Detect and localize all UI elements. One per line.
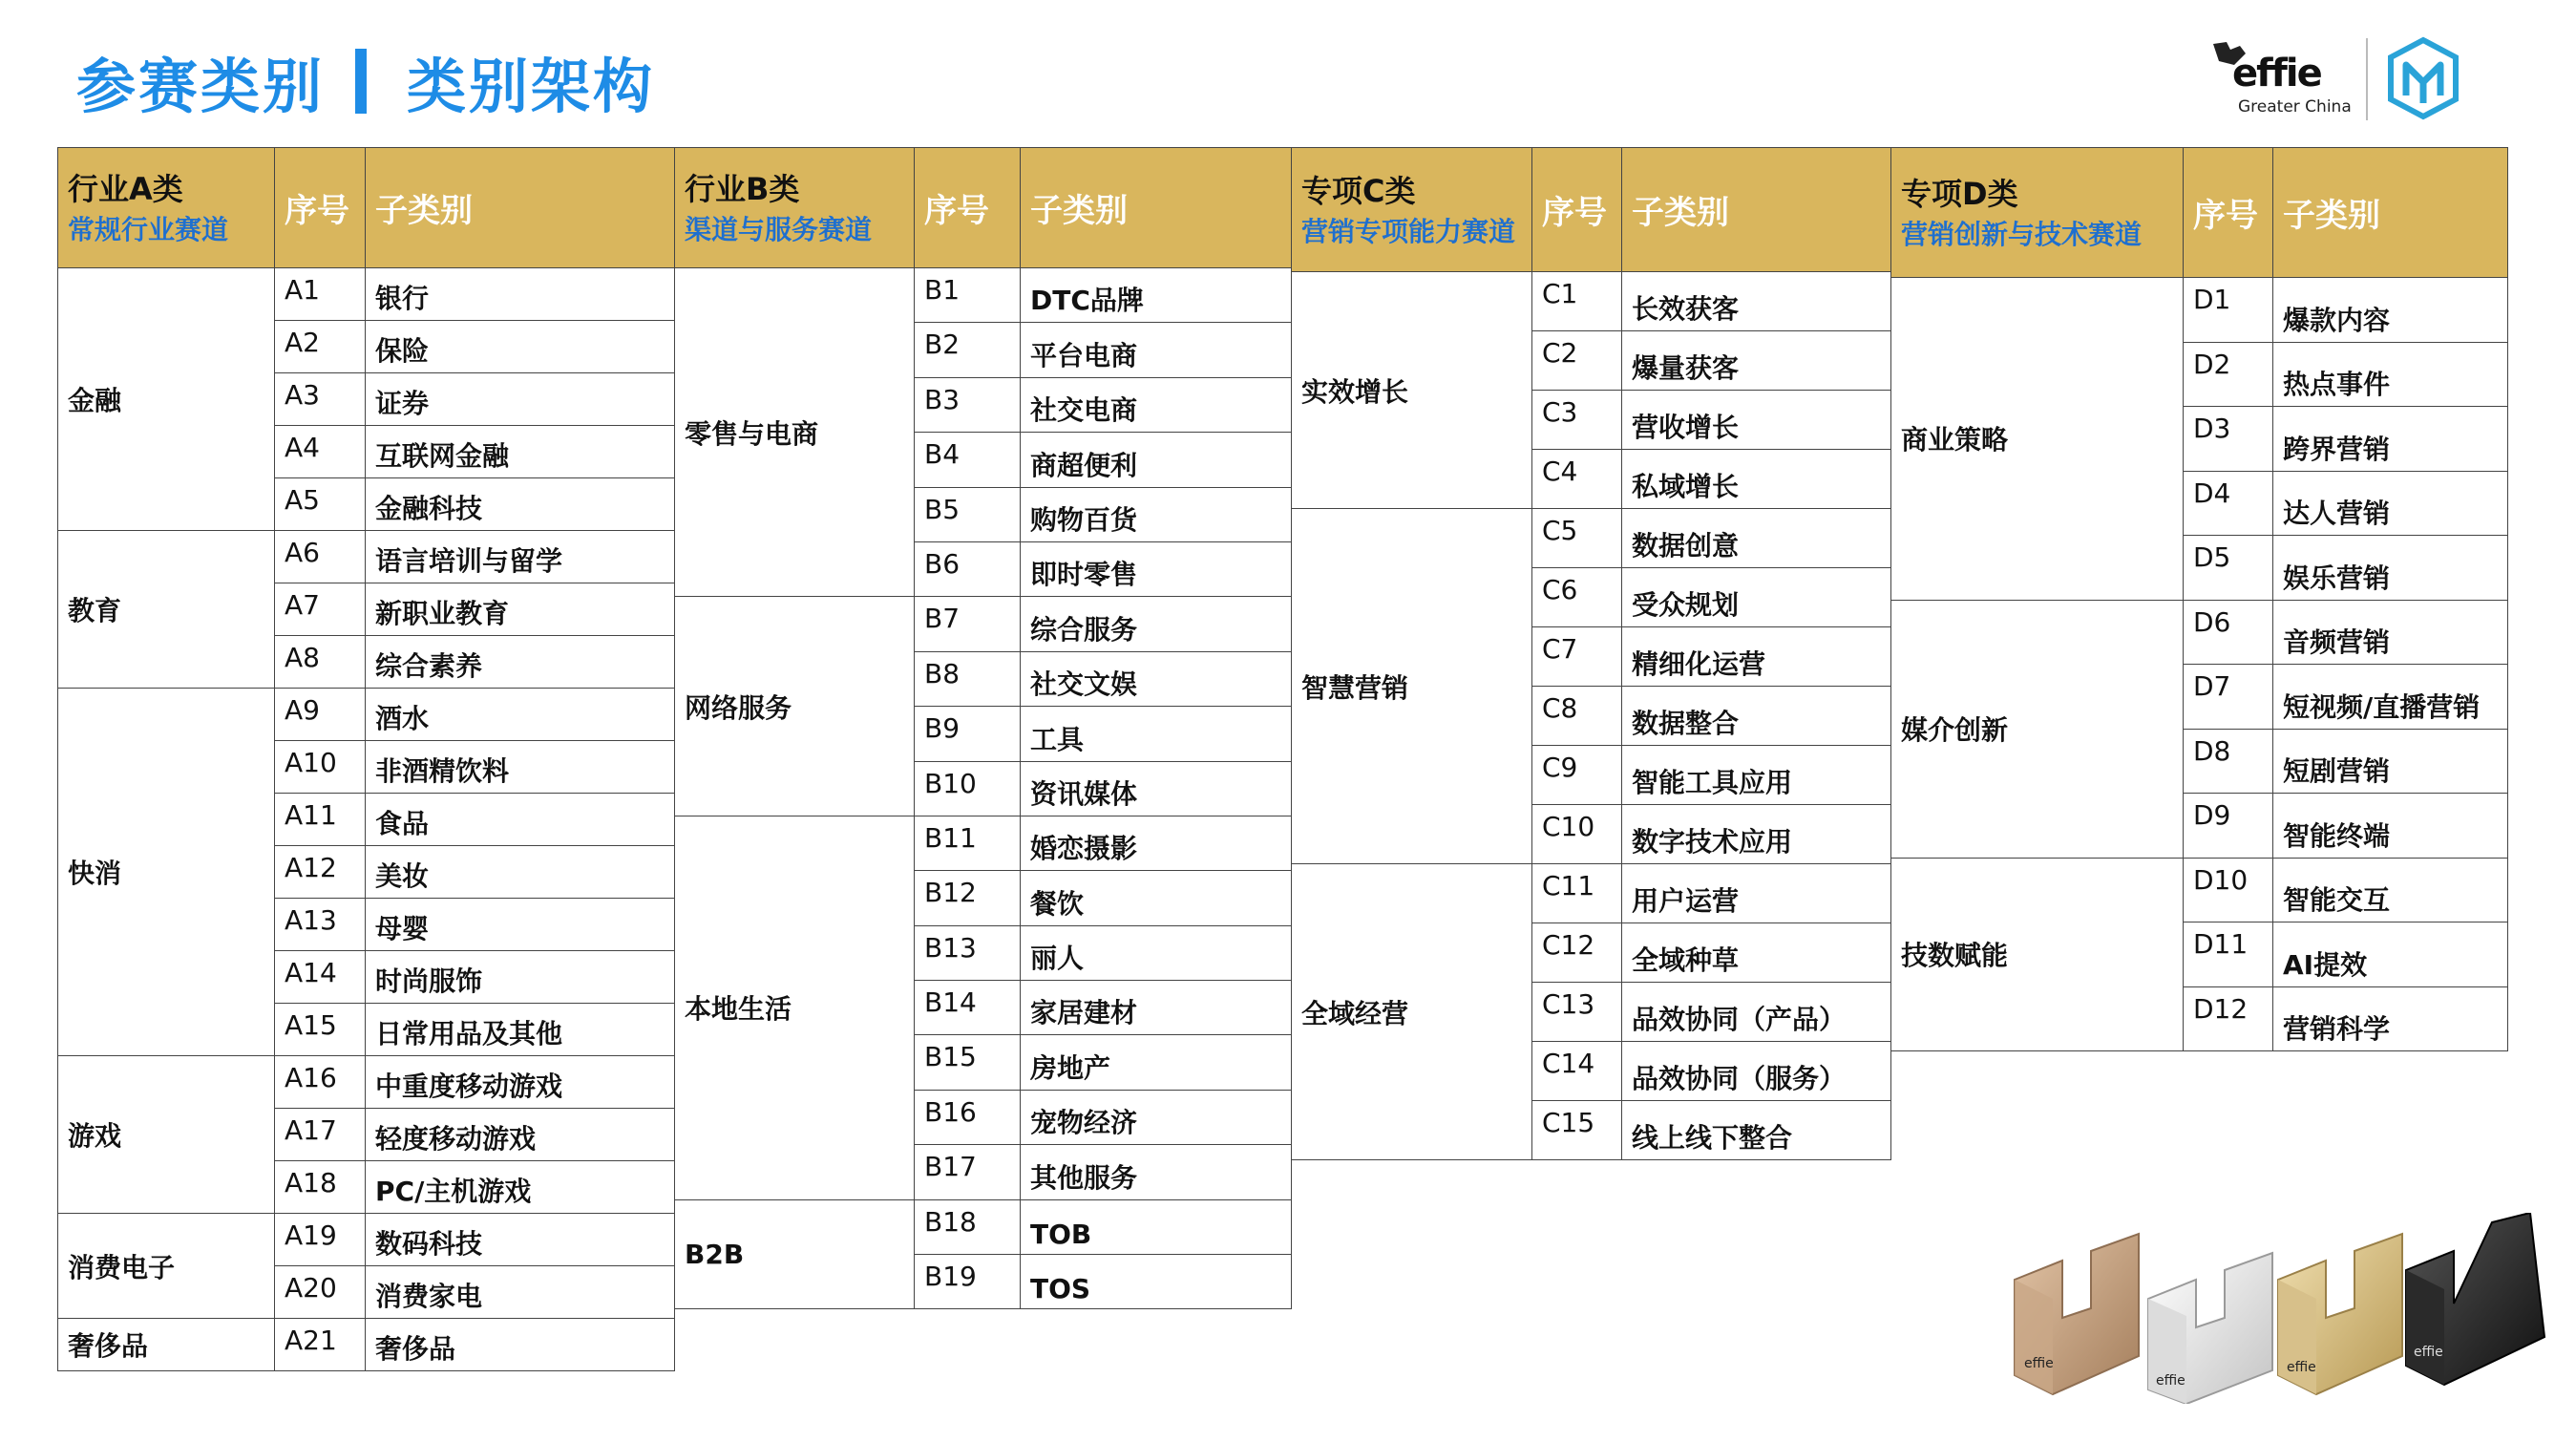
subcategory-cell: 丽人 xyxy=(1021,925,1292,980)
category-title: 行业B类 xyxy=(685,170,800,207)
code-cell: C13 xyxy=(1532,983,1622,1042)
table-header-code: 序号 xyxy=(2184,148,2273,278)
code-cell: C1 xyxy=(1532,272,1622,331)
subcategory-cell: TOS xyxy=(1021,1255,1292,1309)
code-cell: A10 xyxy=(275,741,366,794)
subcategory-cell: 智能终端 xyxy=(2273,794,2508,859)
code-cell: C10 xyxy=(1532,805,1622,864)
code-cell: A20 xyxy=(275,1266,366,1319)
code-cell: B4 xyxy=(915,433,1021,487)
subcategory-cell: 热点事件 xyxy=(2273,342,2508,407)
subcategory-cell: 购物百货 xyxy=(1021,487,1292,541)
table-header-category xyxy=(675,148,915,268)
subcategory-cell: 保险 xyxy=(366,321,675,373)
subcategory-cell: 精细化运营 xyxy=(1622,627,1891,687)
table-row xyxy=(58,1056,675,1109)
code-cell: A6 xyxy=(275,531,366,583)
code-cell: C5 xyxy=(1532,509,1622,568)
subcategory-cell: 语言培训与留学 xyxy=(366,531,675,583)
subcategory-cell: 数字技术应用 xyxy=(1622,805,1891,864)
trophy-black xyxy=(2406,1213,2544,1385)
code-cell: A4 xyxy=(275,426,366,478)
subcategory-cell: 受众规划 xyxy=(1622,568,1891,627)
table-row xyxy=(675,1199,1292,1254)
subcategory-cell: 工具 xyxy=(1021,707,1292,761)
table-header-subcategory: 子类别 xyxy=(1622,148,1891,272)
code-cell: C2 xyxy=(1532,331,1622,391)
subcategory-cell: 短视频/直播营销 xyxy=(2273,665,2508,730)
subcategory-cell: 社交电商 xyxy=(1021,377,1292,432)
code-cell: A8 xyxy=(275,636,366,689)
code-cell: D9 xyxy=(2184,794,2273,859)
subcategory-cell: 爆量获客 xyxy=(1622,331,1891,391)
subcategory-cell: 互联网金融 xyxy=(366,426,675,478)
code-cell: D12 xyxy=(2184,986,2273,1051)
subcategory-cell: 奢侈品 xyxy=(366,1319,675,1371)
code-cell: C4 xyxy=(1532,450,1622,509)
trophy-silver xyxy=(2148,1253,2272,1404)
category-table-c xyxy=(1291,147,1891,1160)
category-title: 专项D类 xyxy=(1901,175,2018,212)
code-cell: B19 xyxy=(915,1255,1021,1309)
code-cell: D1 xyxy=(2184,278,2273,343)
code-cell: D2 xyxy=(2184,342,2273,407)
group-name-cell: 网络服务 xyxy=(675,597,915,816)
subcategory-cell: 商超便利 xyxy=(1021,433,1292,487)
code-cell: A21 xyxy=(275,1319,366,1371)
subcategory-cell: TOB xyxy=(1021,1199,1292,1254)
table-header-category xyxy=(1891,148,2184,278)
table-row xyxy=(675,816,1292,870)
group-name-cell: 快消 xyxy=(58,689,275,1056)
code-cell: C7 xyxy=(1532,627,1622,687)
trophy-silver-label: effie xyxy=(2156,1373,2185,1389)
code-cell: B3 xyxy=(915,377,1021,432)
code-cell: A16 xyxy=(275,1056,366,1109)
trophy-bronze xyxy=(2015,1234,2139,1394)
trophy-black-label: effie xyxy=(2414,1345,2443,1360)
category-table-d xyxy=(1890,147,2508,1051)
subcategory-cell: 婚恋摄影 xyxy=(1021,816,1292,870)
code-cell: A3 xyxy=(275,373,366,426)
code-cell: B12 xyxy=(915,871,1021,925)
table-row xyxy=(675,597,1292,651)
group-name-cell: 本地生活 xyxy=(675,816,915,1199)
category-subtitle: 渠道与服务赛道 xyxy=(685,213,873,245)
subcategory-cell: 音频营销 xyxy=(2273,600,2508,665)
code-cell: D11 xyxy=(2184,922,2273,987)
code-cell: A1 xyxy=(275,268,366,321)
code-cell: B7 xyxy=(915,597,1021,651)
table-row xyxy=(1891,858,2508,922)
table-header-subcategory: 子类别 xyxy=(2273,148,2508,278)
effie-subtitle: Greater China xyxy=(2238,97,2352,117)
table-row xyxy=(1292,509,1891,568)
group-name-cell: 金融 xyxy=(58,268,275,531)
code-cell: D6 xyxy=(2184,600,2273,665)
code-cell: C15 xyxy=(1532,1101,1622,1160)
table-header-category xyxy=(58,148,275,268)
subcategory-cell: 即时零售 xyxy=(1021,541,1292,596)
subcategory-cell: 家居建材 xyxy=(1021,981,1292,1035)
code-cell: A11 xyxy=(275,794,366,846)
table-row xyxy=(58,1319,675,1371)
code-cell: D8 xyxy=(2184,729,2273,794)
page-title xyxy=(76,38,655,124)
table-header-category xyxy=(1292,148,1532,272)
subcategory-cell: 全域种草 xyxy=(1622,923,1891,983)
table-header-code: 序号 xyxy=(1532,148,1622,272)
code-cell: C3 xyxy=(1532,391,1622,450)
subcategory-cell: 娱乐营销 xyxy=(2273,536,2508,601)
table-row xyxy=(58,689,675,741)
code-cell: A17 xyxy=(275,1109,366,1161)
group-name-cell: 全域经营 xyxy=(1292,864,1532,1160)
page-title-right: 类别架构 xyxy=(407,51,656,121)
group-name-cell: 消费电子 xyxy=(58,1214,275,1319)
code-cell: A14 xyxy=(275,951,366,1004)
logo-divider xyxy=(2366,38,2368,120)
table-row xyxy=(1292,864,1891,923)
code-cell: A9 xyxy=(275,689,366,741)
subcategory-cell: 数据整合 xyxy=(1622,687,1891,746)
group-name-cell: 媒介创新 xyxy=(1891,600,2184,858)
page-title-left: 参赛类别 xyxy=(76,51,326,121)
code-cell: B17 xyxy=(915,1145,1021,1199)
table-row xyxy=(58,1214,675,1266)
subcategory-cell: 美妆 xyxy=(366,846,675,899)
group-name-cell: 智慧营销 xyxy=(1292,509,1532,864)
code-cell: A13 xyxy=(275,899,366,951)
code-cell: A15 xyxy=(275,1004,366,1056)
code-cell: C9 xyxy=(1532,746,1622,805)
code-cell: C11 xyxy=(1532,864,1622,923)
effie-logo xyxy=(2206,36,2352,122)
subcategory-cell: 消费家电 xyxy=(366,1266,675,1319)
subcategory-cell: DTC品牌 xyxy=(1021,268,1292,323)
subcategory-cell: 房地产 xyxy=(1021,1035,1292,1090)
subcategory-cell: 非酒精饮料 xyxy=(366,741,675,794)
code-cell: B5 xyxy=(915,487,1021,541)
subcategory-cell: 日常用品及其他 xyxy=(366,1004,675,1056)
subcategory-cell: AI提效 xyxy=(2273,922,2508,987)
table-header-subcategory: 子类别 xyxy=(366,148,675,268)
category-subtitle: 营销创新与技术赛道 xyxy=(1901,218,2143,250)
code-cell: D10 xyxy=(2184,858,2273,922)
subcategory-cell: 证券 xyxy=(366,373,675,426)
code-cell: A12 xyxy=(275,846,366,899)
effie-trophies-illustration xyxy=(1995,1213,2549,1404)
code-cell: D4 xyxy=(2184,471,2273,536)
subcategory-cell: 智能交互 xyxy=(2273,858,2508,922)
subcategory-cell: 宠物经济 xyxy=(1021,1090,1292,1144)
table-header-code: 序号 xyxy=(275,148,366,268)
code-cell: B8 xyxy=(915,651,1021,706)
subcategory-cell: 品效协同（服务） xyxy=(1622,1042,1891,1101)
code-cell: A18 xyxy=(275,1161,366,1214)
code-cell: A2 xyxy=(275,321,366,373)
subcategory-cell: 达人营销 xyxy=(2273,471,2508,536)
subcategory-cell: 酒水 xyxy=(366,689,675,741)
subcategory-cell: 品效协同（产品） xyxy=(1622,983,1891,1042)
mma-logo-icon xyxy=(2385,36,2461,120)
category-title: 行业A类 xyxy=(68,170,183,207)
subcategory-cell: 私域增长 xyxy=(1622,450,1891,509)
code-cell: B9 xyxy=(915,707,1021,761)
subcategory-cell: 综合服务 xyxy=(1021,597,1292,651)
subcategory-cell: 长效获客 xyxy=(1622,272,1891,331)
subcategory-cell: 短剧营销 xyxy=(2273,729,2508,794)
subcategory-cell: 母婴 xyxy=(366,899,675,951)
code-cell: D7 xyxy=(2184,665,2273,730)
subcategory-cell: 数码科技 xyxy=(366,1214,675,1266)
category-subtitle: 常规行业赛道 xyxy=(68,213,229,245)
table-row xyxy=(1292,272,1891,331)
code-cell: B18 xyxy=(915,1199,1021,1254)
code-cell: D3 xyxy=(2184,407,2273,472)
table-header-subcategory: 子类别 xyxy=(1021,148,1292,268)
subcategory-cell: 营收增长 xyxy=(1622,391,1891,450)
subcategory-cell: 时尚服饰 xyxy=(366,951,675,1004)
subcategory-cell: 跨界营销 xyxy=(2273,407,2508,472)
category-title: 专项C类 xyxy=(1301,172,1416,209)
code-cell: A19 xyxy=(275,1214,366,1266)
subcategory-cell: 综合素养 xyxy=(366,636,675,689)
code-cell: A7 xyxy=(275,583,366,636)
subcategory-cell: 数据创意 xyxy=(1622,509,1891,568)
code-cell: B16 xyxy=(915,1090,1021,1144)
table-row xyxy=(1891,600,2508,665)
code-cell: B13 xyxy=(915,925,1021,980)
subcategory-cell: 银行 xyxy=(366,268,675,321)
category-table-a xyxy=(57,147,675,1371)
table-row xyxy=(58,531,675,583)
code-cell: B15 xyxy=(915,1035,1021,1090)
subcategory-cell: 平台电商 xyxy=(1021,323,1292,377)
code-cell: B10 xyxy=(915,761,1021,816)
table-row xyxy=(1891,278,2508,343)
trophy-bronze-label: effie xyxy=(2024,1356,2054,1371)
category-subtitle: 营销专项能力赛道 xyxy=(1301,215,1516,247)
group-name-cell: 奢侈品 xyxy=(58,1319,275,1371)
code-cell: C6 xyxy=(1532,568,1622,627)
table-row xyxy=(58,268,675,321)
group-name-cell: 教育 xyxy=(58,531,275,689)
code-cell: C8 xyxy=(1532,687,1622,746)
code-cell: B14 xyxy=(915,981,1021,1035)
code-cell: A5 xyxy=(275,478,366,531)
code-cell: C14 xyxy=(1532,1042,1622,1101)
table-row xyxy=(675,268,1292,323)
effie-wordmark: effie xyxy=(2232,52,2321,95)
group-name-cell: 商业策略 xyxy=(1891,278,2184,601)
subcategory-cell: 其他服务 xyxy=(1021,1145,1292,1199)
subcategory-cell: 线上线下整合 xyxy=(1622,1101,1891,1160)
code-cell: B11 xyxy=(915,816,1021,870)
code-cell: C12 xyxy=(1532,923,1622,983)
subcategory-cell: 社交文娱 xyxy=(1021,651,1292,706)
group-name-cell: 游戏 xyxy=(58,1056,275,1214)
subcategory-cell: 资讯媒体 xyxy=(1021,761,1292,816)
subcategory-cell: 爆款内容 xyxy=(2273,278,2508,343)
title-divider xyxy=(355,49,367,114)
subcategory-cell: 新职业教育 xyxy=(366,583,675,636)
table-header-code: 序号 xyxy=(915,148,1021,268)
group-name-cell: 技数赋能 xyxy=(1891,858,2184,1051)
subcategory-cell: 智能工具应用 xyxy=(1622,746,1891,805)
trophy-gold xyxy=(2278,1234,2402,1394)
category-table-b xyxy=(674,147,1292,1309)
subcategory-cell: 食品 xyxy=(366,794,675,846)
group-name-cell: 实效增长 xyxy=(1292,272,1532,509)
group-name-cell: B2B xyxy=(675,1199,915,1309)
code-cell: D5 xyxy=(2184,536,2273,601)
subcategory-cell: 轻度移动游戏 xyxy=(366,1109,675,1161)
group-name-cell: 零售与电商 xyxy=(675,268,915,597)
trophy-gold-label: effie xyxy=(2287,1360,2316,1375)
code-cell: B6 xyxy=(915,541,1021,596)
subcategory-cell: PC/主机游戏 xyxy=(366,1161,675,1214)
code-cell: B2 xyxy=(915,323,1021,377)
subcategory-cell: 中重度移动游戏 xyxy=(366,1056,675,1109)
subcategory-cell: 餐饮 xyxy=(1021,871,1292,925)
subcategory-cell: 用户运营 xyxy=(1622,864,1891,923)
subcategory-cell: 金融科技 xyxy=(366,478,675,531)
code-cell: B1 xyxy=(915,268,1021,323)
subcategory-cell: 营销科学 xyxy=(2273,986,2508,1051)
